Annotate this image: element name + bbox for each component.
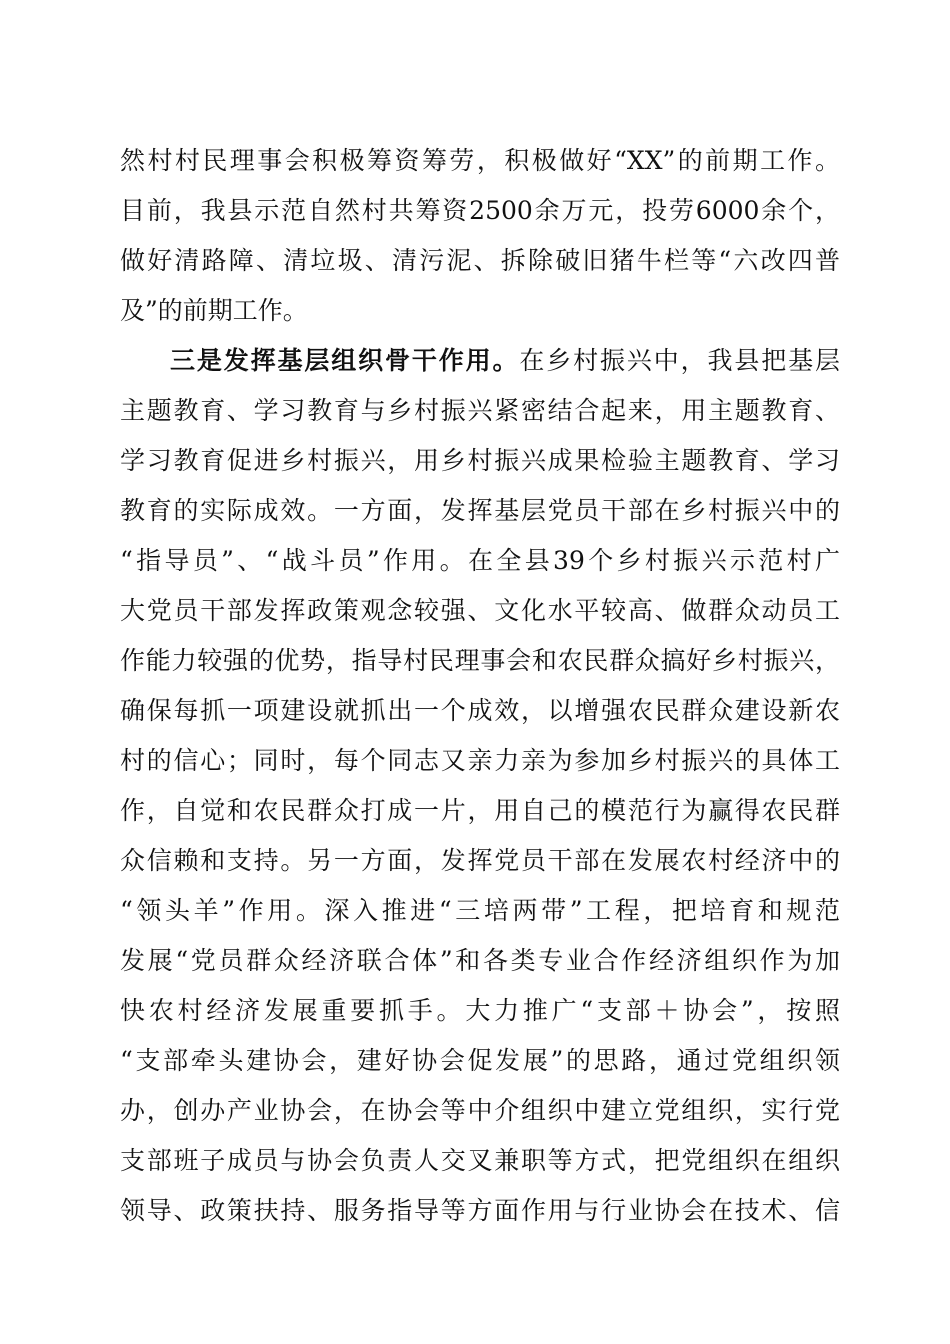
text-line: 做好清路障、清垃圾、清污泥、拆除破旧猪牛栏等“六改四普 — [120, 246, 840, 275]
text-line: 村的信心；同时，每个同志又亲力亲为参加乡村振兴的具体工 — [120, 746, 840, 775]
text-line-first — [120, 336, 840, 386]
text-line: “支部牵头建协会，建好协会促发展”的思路，通过党组织领 — [120, 1046, 840, 1075]
text-line: “指导员”、“战斗员”作用。在全县39个乡村振兴示范村广 — [120, 546, 840, 575]
text-line: 快农村经济发展重要抓手。大力推广“支部＋协会”，按照 — [120, 996, 840, 1025]
paragraph-grassroots-organization — [120, 336, 840, 1236]
text-line: 发展“党员群众经济联合体”和各类专业合作经济组织作为加 — [120, 946, 840, 975]
paragraph-heading: 三是发挥基层组织骨干作用。 — [170, 346, 520, 375]
text-line: 确保每抓一项建设就抓出一个成效，以增强农民群众建设新农 — [120, 696, 840, 725]
text-line: 作能力较强的优势，指导村民理事会和农民群众搞好乡村振兴， — [120, 646, 840, 675]
text-line: 办，创办产业协会，在协会等中介组织中建立党组织，实行党 — [120, 1096, 840, 1125]
text-line: 众信赖和支持。另一方面，发挥党员干部在发展农村经济中的 — [120, 846, 840, 875]
text-line: “领头羊”作用。深入推进“三培两带”工程，把培育和规范 — [120, 896, 840, 925]
text-line: 主题教育、学习教育与乡村振兴紧密结合起来，用主题教育、 — [120, 396, 840, 425]
document-body — [120, 136, 840, 1236]
text-line: 作，自觉和农民群众打成一片，用自己的模范行为赢得农民群 — [120, 796, 840, 825]
text-line-rest: 在乡村振兴中，我县把基层 — [519, 346, 840, 375]
paragraph-continued — [120, 136, 840, 336]
text-line: 领导、政策扶持、服务指导等方面作用与行业协会在技术、信 — [120, 1196, 840, 1225]
text-line: 支部班子成员与协会负责人交叉兼职等方式，把党组织在组织 — [120, 1146, 840, 1175]
text-line: 教育的实际成效。一方面，发挥基层党员干部在乡村振兴中的 — [120, 496, 840, 525]
text-line: 及”的前期工作。 — [120, 296, 308, 325]
text-line: 然村村民理事会积极筹资筹劳，积极做好“XX”的前期工作。 — [120, 146, 840, 175]
text-line: 目前，我县示范自然村共筹资2500余万元，投劳6000余个， — [120, 196, 840, 225]
text-line: 学习教育促进乡村振兴，用乡村振兴成果检验主题教育、学习 — [120, 446, 840, 475]
text-line: 大党员干部发挥政策观念较强、文化水平较高、做群众动员工 — [120, 596, 840, 625]
